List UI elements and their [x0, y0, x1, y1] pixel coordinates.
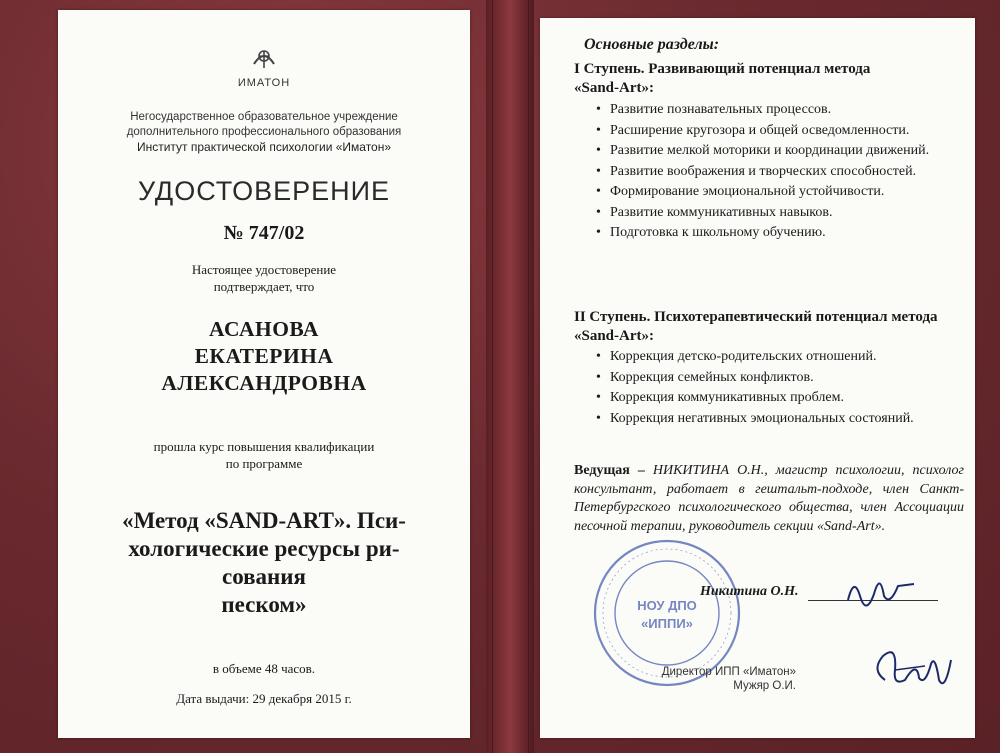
holder-first-name: ЕКАТЕРИНА: [194, 344, 334, 368]
stage-2-list: [596, 348, 956, 430]
certificate-title: УДОСТОВЕРЕНИЕ: [137, 176, 391, 206]
list-item: • Развитие воображения и творческих способностей.: [596, 163, 956, 181]
course-line-1: прошла курс повышения квалификации: [153, 439, 375, 454]
program-line-1: «Метод «SAND-ART». Пси-: [122, 508, 406, 533]
list-item: • Развитие мелкой моторики и координации движений.: [596, 142, 956, 160]
stage-1-line-2: «Sand-Art»:: [574, 80, 655, 96]
issue-date: Дата выдачи: 29 декабря 2015 г.: [176, 691, 352, 706]
org-line-3: Институт практической психологии «Иматон»: [136, 140, 392, 154]
program-line-2: хологические ресурсы ри-: [128, 536, 400, 561]
director-block: [646, 665, 796, 693]
program-line-3: сования: [221, 564, 306, 589]
imaton-logo-icon: [250, 44, 278, 70]
course-text: [58, 438, 470, 472]
instructor-text: НИКИТИНА О.Н., магистр психологии, психолог консультант, работает в гештальт-подходе, член Санкт-Петербургского психологического общества, член Ассоциации песочной терапии, руководитель секции «Sand-Art».: [574, 463, 964, 534]
program-title: [58, 507, 470, 619]
confirm-text: [58, 261, 470, 295]
right-page: [540, 18, 975, 738]
holder-full-name: [58, 316, 470, 397]
cover-spine: [486, 0, 534, 753]
stamp-line-2: «ИППИ»: [641, 616, 693, 631]
instructor-info: [574, 462, 964, 536]
confirm-line-2: подтверждает, что: [213, 279, 315, 294]
stage-1-heading: [574, 60, 964, 98]
logo-text: ИМАТОН: [237, 77, 291, 89]
director-title: Директор ИПП «Иматон»: [661, 666, 796, 678]
sections-title: Основные разделы:: [584, 36, 720, 53]
left-page: [58, 10, 470, 738]
stage-2-heading: II Ступень. Психотерапевтический потенциал метода «Sand-Art»:: [574, 309, 938, 344]
director-signature: [865, 640, 955, 700]
list-item: • Развитие коммуникативных навыков.: [596, 204, 956, 222]
instructor-label: Ведущая –: [574, 463, 645, 478]
stage-1-list: [596, 101, 956, 245]
stage-1-line-1: I Ступень. Развивающий потенциал метода: [574, 61, 871, 77]
org-line-2: дополнительного профессионального образования: [126, 126, 402, 138]
certificate-number: № 747/02: [223, 222, 305, 244]
list-item: • Подготовка к школьному обучению.: [596, 224, 956, 242]
confirm-line-1: Настоящее удостоверение: [191, 262, 337, 277]
organization-block: [78, 110, 450, 155]
list-item: • Коррекция детско-родительских отношений.: [596, 348, 956, 366]
list-item: • Коррекция коммуникативных проблем.: [596, 389, 956, 407]
course-volume: в объеме 48 часов.: [212, 661, 316, 676]
list-item: • Развитие познавательных процессов.: [596, 101, 956, 119]
program-line-4: песком»: [221, 592, 307, 617]
list-item: • Коррекция семейных конфликтов.: [596, 369, 956, 387]
list-item: • Коррекция негативных эмоциональных состояний.: [596, 410, 956, 428]
imaton-logo: [232, 44, 296, 89]
list-item: • Формирование эмоциональной устойчивости.: [596, 183, 956, 201]
stamp-line-1: НОУ ДПО: [637, 598, 697, 613]
signer-name: Никитина О.Н.: [700, 584, 799, 599]
course-line-2: по программе: [225, 456, 303, 471]
list-item: • Расширение кругозора и общей осведомленности.: [596, 122, 956, 140]
holder-surname: АСАНОВА: [209, 317, 319, 341]
director-name: Мужяр О.И.: [733, 680, 796, 692]
instructor-signature: [840, 566, 920, 616]
org-line-1: Негосударственное образовательное учреждение: [130, 111, 398, 123]
holder-patronymic: АЛЕКСАНДРОВНА: [161, 371, 367, 395]
